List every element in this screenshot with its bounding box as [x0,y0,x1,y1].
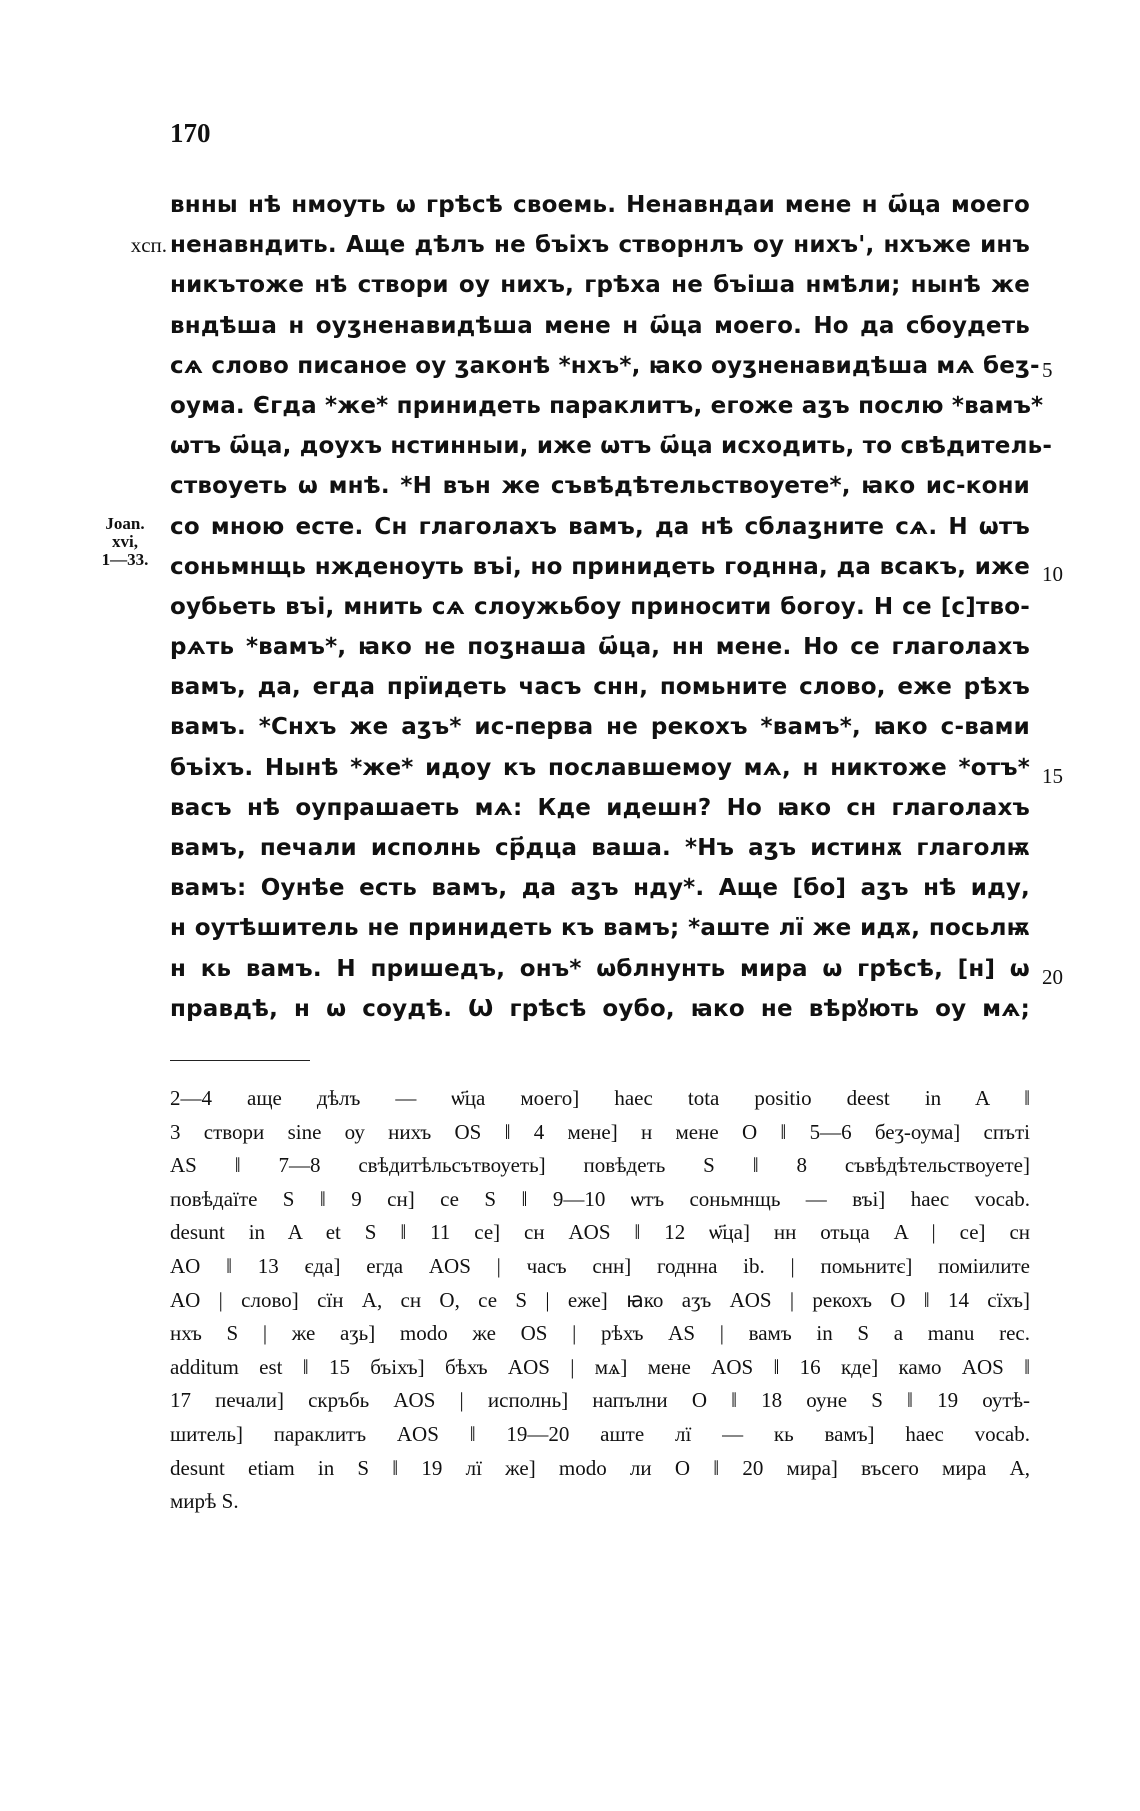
text-line: оума. Єгда *же* принидеть параклитъ, егоже аʒъ послю *вамъ* [170,392,1044,419]
footnote-line: AO | слово] сїн A, сн O, се S | еже] ꙗко аʒъ AOS | рекохъ O ‖ 14 сїхъ] [170,1287,1030,1312]
gospel-reference [90,515,160,569]
reference-chapter: xvi, [112,532,138,551]
text-line: соньмнщь нжденоуть въі, но принидеть годнна, да всакъ, иже [170,553,1030,580]
critical-apparatus [170,1082,1030,1519]
footnote-line: desunt in A et S ‖ 11 се] сн AOS ‖ 12 ѡ҃ца] нн отьца A | се] сн [170,1220,1030,1245]
text-line: н кь вамъ. Н пришедъ, онъ* ѡблнунть мира ѡ грѣсѣ, [н] ѡ [170,955,1030,982]
footnote-line: AO ‖ 13 єда] егда AOS | часъ снн] годнна ib. | помьнитє] поміилите [170,1253,1030,1278]
footnote-line: 17 печали] скръбь AOS | исполнь] напълни O ‖ 18 оуне S ‖ 19 оутѣ- [170,1388,1030,1413]
text-line: н оутѣшитель не принидеть къ вамъ; *аште лї же идѫ, посьлѭ [170,915,1030,942]
footnote-line: desunt etiam in S ‖ 19 лї же] modo ли O ‖ 20 мира] въсего мира A, [170,1455,1030,1480]
text-line: сѧ слово писаное оу ʒаконѣ *нхъ*, ꙗко оуʒненавидѣша мѧ беʒ- [170,352,1040,379]
text-line: внны нѣ нмоуть ѡ грѣсѣ своемь. Ненавндаи мене н ѡ҃ца моего [170,192,1030,218]
text-line: вамъ, да, егда прїидеть часъ снн, помьните слово, еже рѣхъ [170,674,1030,701]
text-line: васъ нѣ оупрашаеть мѧ: Кде идешн? Но ꙗко сн глаголахъ [170,794,1030,821]
text-line: никътоже нѣ створи оу нихъ, грѣха не бъіша нмѣли; нынѣ же [170,272,1030,299]
footnote-line: повѣдаїте S ‖ 9 сн] се S ‖ 9—10 ѡтъ соньмнщь — въі] haec vocab. [170,1186,1030,1211]
reference-verses: 1—33. [101,550,149,569]
text-line: оубьеть въі, мнить сѧ слоужьбоу приносити богоу. Н се [с]тво- [170,593,1030,620]
text-line: ѡтъ ѡ҃ца, доухъ нстинныи, иже ѡтъ ѡ҃ца исходить, то свѣдитель- [170,433,1053,460]
line-number: 10 [1042,562,1063,586]
footnote-line: 3 створи sine оу нихъ OS ‖ 4 мене] н мене O ‖ 5—6 беʒ-оума] спъті [170,1119,1030,1144]
footnote-line: AS ‖ 7—8 свѣдитѣльсътвоуеть] повѣдеть S ‖ 8 съвѣдѣтельствоуете] [170,1153,1030,1178]
footnote-line: мирѣ S. [170,1489,239,1514]
text-line: правдѣ, н ѡ соудѣ. Ѡ грѣсѣ оубо, ꙗко не вѣрꙋють оу мѧ; [170,995,1030,1022]
text-line: ненавндить. Аще дѣлъ не бъіхъ створнлъ оу нихъ', нхъже инъ [170,232,1030,259]
text-line: вамъ. *Снхъ же аʒъ* ис-перва не рекохъ *вамъ*, ꙗко с-вами [170,714,1030,741]
footnote-line: нхъ S | же аʒь] modo же OS | рѣхъ AS | вамъ in S a manu rec. [170,1321,1030,1346]
text-line: вамъ, печали исполнь ср҃дца ваша. *Нъ аʒъ истинѫ глаголѭ [170,835,1030,861]
text-line: вндѣша н оуʒненавидѣша мене н ѡ҃ца моего. Но да сбоудеть [170,312,1030,339]
text-line: рѧть *вамъ*, ꙗко не поʒнаша ѡ҃ца, нн мене. Но се глаголахъ [170,634,1030,661]
line-number: 20 [1042,965,1063,989]
footnote-divider [170,1060,310,1061]
reference-book: Joan. [105,514,145,533]
line-number: 15 [1042,764,1063,788]
footnote-line: шитель] параклитъ AOS ‖ 19—20 аште лї — кь вамъ] haec vocab. [170,1421,1030,1446]
text-line: ствоуеть ѡ мнѣ. *Н вън же съвѣдѣтельствоуете*, ꙗко ис-кони [170,473,1030,500]
text-line: вамъ: Оунѣе есть вамъ, да аʒъ нду*. Аще [бо] аʒъ нѣ иду, [170,875,1030,902]
page-number: 170 [170,118,211,148]
line-number: 5 [1042,358,1053,382]
text-line: со мною есте. Сн глаголахъ вамъ, да нѣ сблаʒните сѧ. Н ѡтъ [170,513,1030,540]
footnote-line: 2—4 аще дѣлъ — ѡ҃ца моего] haec tota positio deest in A ‖ [170,1086,1030,1110]
footnote-line: additum est ‖ 15 бъіхъ] бѣхъ AOS | мѧ] мене AOS ‖ 16 кде] камо AOS ‖ [170,1354,1030,1379]
chapter-marker: xcп. [130,233,167,257]
text-line: бъіхъ. Нынѣ *же* идоу къ пославшемоу мѧ, н никтоже *отъ* [170,754,1030,781]
